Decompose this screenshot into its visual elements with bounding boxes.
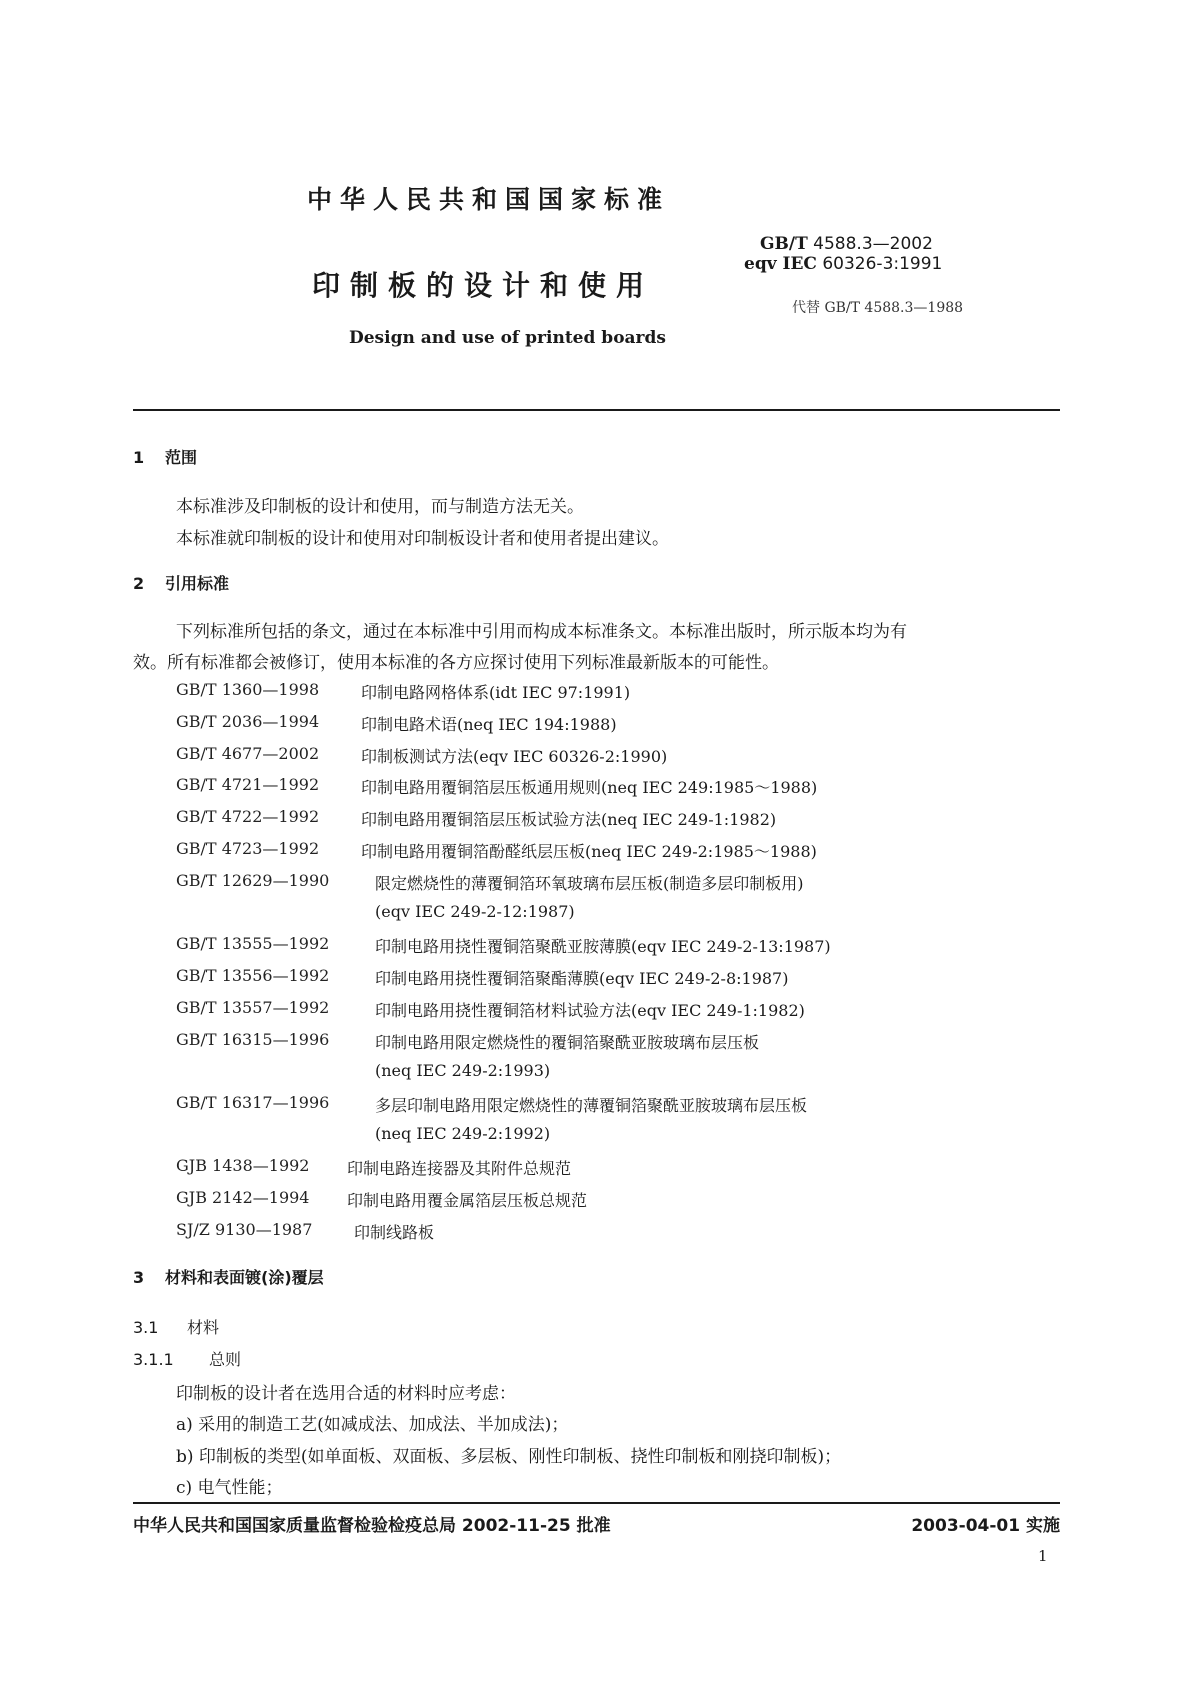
reference-code: GB/T 13557—1992	[176, 998, 330, 1017]
equivalent-number-value: 60326-3:1991	[816, 254, 943, 274]
national-standard-title: 中华人民共和国国家标准	[307, 185, 671, 214]
replaces-standard: 代替 GB/T 4588.3—1988	[792, 300, 964, 316]
reference-title: 印制电路用覆铜箔酚醛纸层压板(neq IEC 249-2:1985～1988)	[361, 842, 817, 861]
section-1-title: 范围	[165, 448, 198, 467]
section-3-title: 材料和表面镀(涂)覆层	[165, 1268, 324, 1287]
reference-code: GB/T 16317—1996	[176, 1093, 330, 1112]
reference-title: 印制电路网格体系(idt IEC 97:1991)	[361, 683, 631, 702]
page-number: 1	[1038, 1547, 1048, 1565]
equivalent-standard	[744, 254, 942, 274]
reference-title-continuation: (neq IEC 249-2:1993)	[375, 1061, 551, 1080]
reference-title: 印制电路用覆铜箔层压板试验方法(neq IEC 249-1:1982)	[361, 810, 777, 829]
section-3-number: 3	[133, 1268, 145, 1287]
section-2-number: 2	[133, 574, 145, 593]
reference-code: GB/T 2036—1994	[176, 712, 320, 731]
subsection-3-1-number: 3.1	[133, 1318, 159, 1337]
subsection-3-1-1-number: 3.1.1	[133, 1350, 174, 1369]
reference-code: GJB 2142—1994	[176, 1188, 310, 1207]
document-title: 印制板的设计和使用	[312, 269, 655, 302]
section-2-heading	[133, 571, 229, 594]
reference-title: 印制电路用限定燃烧性的覆铜箔聚酰亚胺玻璃布层压板	[375, 1033, 760, 1052]
section-1-paragraph: 本标准涉及印制板的设计和使用，而与制造方法无关。	[176, 497, 584, 517]
reference-title: 印制线路板	[354, 1223, 435, 1242]
reference-title: 印制电路用挠性覆铜箔聚酯薄膜(eqv IEC 249-2-8:1987)	[375, 969, 789, 988]
reference-title: 印制板测试方法(eqv IEC 60326-2:1990)	[361, 747, 668, 766]
section-2-title: 引用标准	[165, 574, 230, 593]
reference-title: 印制电路术语(neq IEC 194:1988)	[361, 715, 617, 734]
reference-code: GB/T 13555—1992	[176, 934, 330, 953]
section-1-paragraph: 本标准就印制板的设计和使用对印制板设计者和使用者提出建议。	[176, 529, 669, 549]
standard-prefix: GB/T	[760, 234, 808, 254]
reference-code: GJB 1438—1992	[176, 1156, 310, 1175]
reference-title-continuation: (neq IEC 249-2:1992)	[375, 1124, 551, 1143]
reference-code: GB/T 4677—2002	[176, 744, 320, 763]
approval-statement: 中华人民共和国国家质量监督检验检疫总局 2002-11-25 批准	[133, 1516, 611, 1536]
reference-code: GB/T 13556—1992	[176, 966, 330, 985]
subsection-3-1-1-title: 总则	[209, 1350, 242, 1369]
list-item: c) 电气性能；	[176, 1478, 283, 1498]
reference-code: GB/T 12629—1990	[176, 871, 330, 890]
section-2-intro: 效。所有标准都会被修订，使用本标准的各方应探讨使用下列标准最新版本的可能性。	[133, 653, 779, 673]
reference-title: 印制电路用挠性覆铜箔材料试验方法(eqv IEC 249-1:1982)	[375, 1001, 805, 1020]
reference-code: GB/T 16315—1996	[176, 1030, 330, 1049]
section-1-number: 1	[133, 448, 145, 467]
reference-title: 多层印制电路用限定燃烧性的薄覆铜箔聚酰亚胺玻璃布层压板	[375, 1096, 808, 1115]
section-2-intro: 下列标准所包括的条文，通过在本标准中引用而构成本标准条文。本标准出版时，所示版本均为有	[176, 622, 907, 642]
reference-title: 印制电路用覆金属箔层压板总规范	[347, 1191, 588, 1210]
reference-code: GB/T 4723—1992	[176, 839, 320, 858]
list-item: b) 印制板的类型(如单面板、双面板、多层板、刚性印制板、挠性印制板和刚挠印制板)；	[176, 1447, 842, 1467]
reference-title: 限定燃烧性的薄覆铜箔环氧玻璃布层压板(制造多层印制板用)	[375, 874, 804, 893]
document-title-english: Design and use of printed boards	[349, 328, 666, 348]
header-divider	[133, 409, 1060, 411]
reference-code: GB/T 1360—1998	[176, 680, 320, 699]
section-1-heading	[133, 445, 197, 468]
standard-number	[760, 234, 933, 254]
reference-code: GB/T 4721—1992	[176, 775, 320, 794]
standard-number-value: 4588.3—2002	[807, 234, 933, 254]
equivalent-prefix: eqv IEC	[744, 254, 817, 274]
subsection-3-1-1-heading	[133, 1347, 241, 1370]
footer-divider	[133, 1502, 1060, 1504]
reference-code: SJ/Z 9130—1987	[176, 1220, 313, 1239]
reference-title: 印制电路连接器及其附件总规范	[347, 1159, 572, 1178]
reference-title: 印制电路用覆铜箔层压板通用规则(neq IEC 249:1985～1988)	[361, 778, 818, 797]
implementation-date: 2003-04-01 实施	[911, 1516, 1060, 1536]
section-3-heading	[133, 1265, 324, 1288]
reference-title: 印制电路用挠性覆铜箔聚酰亚胺薄膜(eqv IEC 249-2-13:1987)	[375, 937, 831, 956]
subsection-3-1-title: 材料	[187, 1318, 220, 1337]
section-3-text-line: 印制板的设计者在选用合适的材料时应考虑：	[176, 1384, 516, 1404]
subsection-3-1-heading	[133, 1315, 219, 1338]
reference-title-continuation: (eqv IEC 249-2-12:1987)	[375, 902, 575, 921]
reference-code: GB/T 4722—1992	[176, 807, 320, 826]
list-item: a) 采用的制造工艺(如减成法、加成法、半加成法)；	[176, 1415, 569, 1435]
